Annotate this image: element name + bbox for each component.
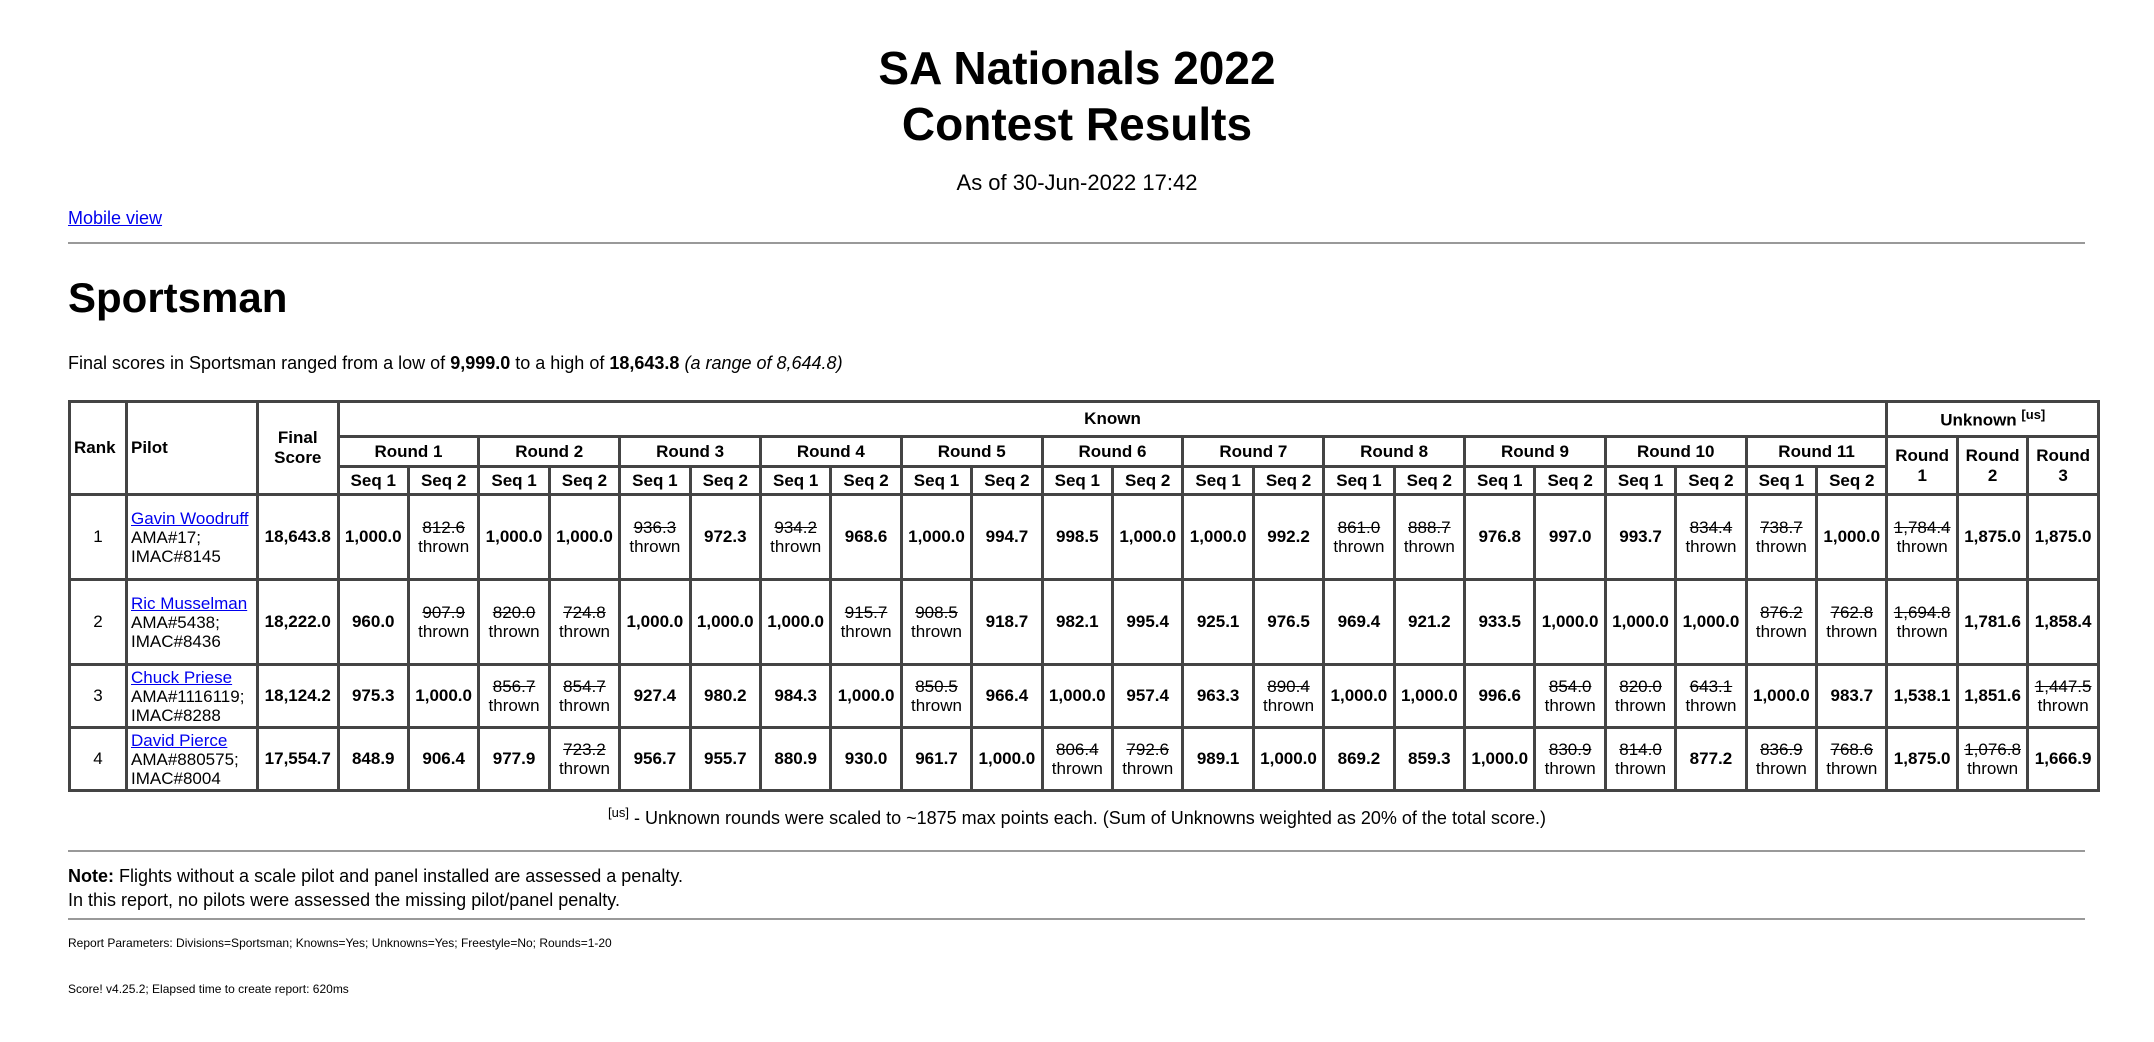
score-cell (1887, 495, 1957, 580)
report-parameters: Report Parameters: Divisions=Sportsman; Knowns=Yes; Unknowns=Yes; Freestyle=No; Rounds=1-20 (68, 936, 612, 950)
score-cell: 1,875.0 (1887, 728, 1957, 791)
score-cell: 1,000.0 (1535, 580, 1605, 665)
thrown-score (1399, 518, 1460, 556)
thrown-label: thrown (558, 622, 610, 641)
pilot-cell (127, 580, 258, 665)
thrown-label: thrown (1896, 622, 1948, 641)
pilot-cell (127, 665, 258, 728)
thrown-score (1680, 518, 1741, 556)
score-cell: 906.4 (408, 728, 478, 791)
score-cell: 1,000.0 (690, 580, 760, 665)
seq2-header: Seq 2 (1535, 467, 1605, 495)
score-cell: 1,000.0 (972, 728, 1042, 791)
score-cell (901, 580, 971, 665)
thrown-label: thrown (770, 537, 822, 556)
divider (68, 242, 2085, 244)
score-cell: 848.9 (338, 728, 408, 791)
thrown-value: 762.8 (1830, 603, 1874, 622)
thrown-value: 1,447.5 (2034, 677, 2092, 696)
score-cell: 1,000.0 (1183, 495, 1253, 580)
thrown-score (1821, 740, 1882, 778)
rank-cell: 4 (70, 728, 127, 791)
score-cell: 1,000.0 (338, 495, 408, 580)
seq1-header: Seq 1 (760, 467, 830, 495)
thrown-score (1751, 603, 1812, 641)
score-cell (1817, 580, 1887, 665)
score-cell (1605, 665, 1675, 728)
seq1-header: Seq 1 (1183, 467, 1253, 495)
thrown-value: 854.0 (1548, 677, 1592, 696)
score-cell: 1,000.0 (1113, 495, 1183, 580)
thrown-value: 915.7 (844, 603, 888, 622)
known-round-header: Round 2 (479, 437, 620, 467)
thrown-label: thrown (488, 622, 540, 641)
contest-title: SA Nationals 2022 Contest Results (878, 42, 1276, 150)
rank-cell: 3 (70, 665, 127, 728)
thrown-score (483, 603, 544, 641)
score-cell: 1,000.0 (620, 580, 690, 665)
seq2-header: Seq 2 (1817, 467, 1887, 495)
score-cell (2028, 665, 2099, 728)
thrown-label: thrown (2037, 696, 2089, 715)
score-cell (901, 665, 971, 728)
score-cell (1042, 728, 1112, 791)
thrown-score (1328, 518, 1389, 556)
thrown-score (1751, 518, 1812, 556)
mobile-view-link[interactable]: Mobile view (68, 208, 163, 228)
known-round-header: Round 3 (620, 437, 761, 467)
thrown-value: 890.4 (1267, 677, 1310, 696)
unknown-round-header: Round 2 (1957, 437, 2027, 495)
thrown-label: thrown (558, 759, 610, 778)
thrown-score (554, 677, 615, 715)
pilot-ids: AMA#17; IMAC#8145 (131, 527, 221, 566)
seq1-header: Seq 1 (1746, 467, 1816, 495)
thrown-score (1891, 603, 1952, 641)
seq2-header: Seq 2 (690, 467, 760, 495)
known-round-header: Round 1 (338, 437, 479, 467)
thrown-score (1610, 677, 1671, 715)
thrown-score (554, 740, 615, 778)
thrown-label: thrown (1685, 696, 1737, 715)
thrown-label: thrown (1826, 759, 1878, 778)
score-cell (1676, 495, 1746, 580)
thrown-value: 861.0 (1337, 518, 1381, 537)
known-header: Known (338, 402, 1887, 437)
thrown-value: 738.7 (1760, 518, 1803, 537)
score-cell: 930.0 (831, 728, 901, 791)
score-cell: 989.1 (1183, 728, 1253, 791)
thrown-score (765, 518, 826, 556)
score-cell (760, 495, 830, 580)
thrown-score (1751, 740, 1812, 778)
score-cell: 984.3 (760, 665, 830, 728)
thrown-value: 876.2 (1760, 603, 1803, 622)
seq1-header: Seq 1 (901, 467, 971, 495)
pilot-row (70, 580, 2099, 665)
score-cell: 1,000.0 (831, 665, 901, 728)
thrown-label: thrown (1896, 537, 1948, 556)
thrown-value: 836.9 (1760, 740, 1803, 759)
score-cell: 921.2 (1394, 580, 1464, 665)
pilot-cell (127, 728, 258, 791)
thrown-label: thrown (1615, 759, 1667, 778)
score-cell: 956.7 (620, 728, 690, 791)
thrown-label: thrown (1403, 537, 1455, 556)
thrown-score (413, 518, 474, 556)
thrown-score (1962, 740, 2023, 778)
thrown-score (1680, 677, 1741, 715)
score-cell (1113, 728, 1183, 791)
score-cell: 1,875.0 (2028, 495, 2099, 580)
seq2-header: Seq 2 (549, 467, 619, 495)
as-of-timestamp: As of 30-Jun-2022 17:42 (956, 170, 1198, 195)
thrown-value: 768.6 (1830, 740, 1874, 759)
score-cell: 1,538.1 (1887, 665, 1957, 728)
score-cell: 1,858.4 (2028, 580, 2099, 665)
pilot-cell (127, 495, 258, 580)
score-cell: 1,000.0 (1746, 665, 1816, 728)
final-score-cell: 18,222.0 (258, 580, 339, 665)
score-cell: 977.9 (479, 728, 549, 791)
thrown-score (1258, 677, 1319, 715)
score-cell (1817, 728, 1887, 791)
score-cell: 1,875.0 (1957, 495, 2027, 580)
thrown-label: thrown (1755, 759, 1807, 778)
score-cell (549, 728, 619, 791)
score-cell: 983.7 (1817, 665, 1887, 728)
score-cell: 1,000.0 (760, 580, 830, 665)
score-cell: 1,000.0 (1676, 580, 1746, 665)
score-cell: 969.4 (1324, 580, 1394, 665)
thrown-label: thrown (418, 622, 470, 641)
known-round-header: Round 6 (1042, 437, 1183, 467)
score-cell (1253, 665, 1323, 728)
thrown-label: thrown (488, 696, 540, 715)
final-score-cell: 17,554.7 (258, 728, 339, 791)
final-score-cell: 18,643.8 (258, 495, 339, 580)
score-cell: 963.3 (1183, 665, 1253, 728)
score-cell: 1,781.6 (1957, 580, 2027, 665)
thrown-label: thrown (1755, 622, 1807, 641)
thrown-value: 1,784.4 (1893, 518, 1951, 537)
score-cell: 859.3 (1394, 728, 1464, 791)
known-round-header: Round 9 (1465, 437, 1606, 467)
score-range-summary: Final scores in Sportsman ranged from a low of 9,999.0 to a high of 18,643.8 (a range of 8,644.8) (68, 353, 843, 373)
thrown-value: 1,076.8 (1964, 740, 2021, 759)
score-cell (1535, 665, 1605, 728)
score-cell: 880.9 (760, 728, 830, 791)
thrown-value: 724.8 (563, 603, 606, 622)
known-round-header: Round 7 (1183, 437, 1324, 467)
score-cell (549, 580, 619, 665)
thrown-value: 888.7 (1408, 518, 1451, 537)
thrown-value: 814.0 (1619, 740, 1662, 759)
score-cell (1605, 728, 1675, 791)
thrown-label: thrown (1755, 537, 1807, 556)
score-cell (1746, 495, 1816, 580)
score-cell: 1,000.0 (1465, 728, 1535, 791)
penalty-note: Note: Flights without a scale pilot and panel installed are assessed a penalty. In this report, no pilots were assessed the missing pilot/panel penalty. (68, 866, 684, 910)
unknown-header: Unknown [us] (1887, 402, 2099, 437)
pilot-name-link[interactable]: Ric Musselman (131, 593, 248, 613)
score-cell (620, 495, 690, 580)
pilot-name-link[interactable]: David Pierce (131, 730, 228, 750)
thrown-label: thrown (558, 696, 610, 715)
thrown-label: thrown (1544, 696, 1596, 715)
score-cell: 995.4 (1113, 580, 1183, 665)
final-score-header: Final Score (258, 402, 339, 495)
score-cell: 918.7 (972, 580, 1042, 665)
thrown-value: 907.9 (422, 603, 465, 622)
pilot-ids: AMA#5438; IMAC#8436 (131, 612, 221, 651)
score-cell (1957, 728, 2027, 791)
thrown-label: thrown (1826, 622, 1878, 641)
score-cell: 992.2 (1253, 495, 1323, 580)
thrown-value: 1,694.8 (1893, 603, 1951, 622)
thrown-value: 723.2 (563, 740, 606, 759)
score-cell (1746, 580, 1816, 665)
unknown-round-header: Round 3 (2028, 437, 2099, 495)
score-cell: 1,000.0 (1605, 580, 1675, 665)
seq2-header: Seq 2 (972, 467, 1042, 495)
score-cell: 933.5 (1465, 580, 1535, 665)
thrown-value: 834.4 (1689, 518, 1733, 537)
known-round-header: Round 8 (1324, 437, 1465, 467)
thrown-score (906, 603, 967, 641)
thrown-label: thrown (629, 537, 681, 556)
thrown-score (1610, 740, 1671, 778)
thrown-value: 854.7 (563, 677, 606, 696)
score-cell (549, 665, 619, 728)
thrown-value: 936.3 (633, 518, 677, 537)
thrown-label: thrown (910, 696, 962, 715)
thrown-score (483, 677, 544, 715)
score-cell (1887, 580, 1957, 665)
seq1-header: Seq 1 (1465, 467, 1535, 495)
score-cell: 997.0 (1535, 495, 1605, 580)
score-cell: 966.4 (972, 665, 1042, 728)
score-cell: 994.7 (972, 495, 1042, 580)
thrown-score (554, 603, 615, 641)
score-cell: 1,000.0 (1042, 665, 1112, 728)
seq1-header: Seq 1 (479, 467, 549, 495)
thrown-value: 850.5 (915, 677, 958, 696)
thrown-score (2032, 677, 2094, 715)
score-cell (831, 580, 901, 665)
seq2-header: Seq 2 (408, 467, 478, 495)
score-cell: 1,000.0 (1253, 728, 1323, 791)
score-cell: 1,000.0 (479, 495, 549, 580)
thrown-value: 643.1 (1689, 677, 1733, 696)
thrown-label: thrown (418, 537, 470, 556)
score-cell: 976.5 (1253, 580, 1323, 665)
rank-cell: 2 (70, 580, 127, 665)
score-cell: 877.2 (1676, 728, 1746, 791)
thrown-value: 812.6 (422, 518, 465, 537)
score-cell (479, 580, 549, 665)
thrown-value: 830.9 (1548, 740, 1592, 759)
thrown-value: 934.2 (774, 518, 817, 537)
score-cell: 925.1 (1183, 580, 1253, 665)
score-cell: 1,000.0 (1817, 495, 1887, 580)
score-cell: 1,000.0 (901, 495, 971, 580)
score-cell (1676, 665, 1746, 728)
results-table (68, 400, 2100, 792)
score-cell: 869.2 (1324, 728, 1394, 791)
pilot-row (70, 728, 2099, 791)
score-cell: 980.2 (690, 665, 760, 728)
division-heading: Sportsman (68, 274, 288, 321)
version-info: Score! v4.25.2; Elapsed time to create report: 620ms (68, 982, 349, 996)
score-cell: 968.6 (831, 495, 901, 580)
seq1-header: Seq 1 (1605, 467, 1675, 495)
thrown-label: thrown (1544, 759, 1596, 778)
pilot-ids: AMA#880575; IMAC#8004 (131, 749, 239, 788)
thrown-score (1047, 740, 1108, 778)
thrown-value: 806.4 (1056, 740, 1099, 759)
thrown-value: 792.6 (1126, 740, 1169, 759)
seq1-header: Seq 1 (1042, 467, 1112, 495)
score-cell (1535, 728, 1605, 791)
known-round-header: Round 10 (1605, 437, 1746, 467)
thrown-label: thrown (1967, 759, 2019, 778)
score-cell: 927.4 (620, 665, 690, 728)
unknown-footnote-ref: [us] (2021, 407, 2046, 423)
seq1-header: Seq 1 (1324, 467, 1394, 495)
thrown-label: thrown (1333, 537, 1385, 556)
thrown-score (906, 677, 967, 715)
thrown-label: thrown (840, 622, 892, 641)
pilot-header: Pilot (127, 402, 258, 495)
rank-header: Rank (70, 402, 127, 495)
seq2-header: Seq 2 (1394, 467, 1464, 495)
unknown-round-header: Round 1 (1887, 437, 1957, 495)
pilot-row (70, 665, 2099, 728)
thrown-score (624, 518, 685, 556)
header-row (70, 402, 2099, 437)
score-cell: 1,000.0 (1394, 665, 1464, 728)
score-cell: 1,666.9 (2028, 728, 2099, 791)
thrown-score (835, 603, 896, 641)
seq1-header: Seq 1 (338, 467, 408, 495)
score-cell: 1,000.0 (408, 665, 478, 728)
pilot-name-link[interactable]: Gavin Woodruff (131, 508, 249, 528)
score-cell (408, 580, 478, 665)
score-cell: 972.3 (690, 495, 760, 580)
thrown-value: 820.0 (1619, 677, 1662, 696)
seq2-header: Seq 2 (1676, 467, 1746, 495)
thrown-score (1539, 677, 1600, 715)
divider (68, 918, 2085, 920)
thrown-label: thrown (910, 622, 962, 641)
thrown-score (1821, 603, 1882, 641)
score-cell (1746, 728, 1816, 791)
seq1-header: Seq 1 (620, 467, 690, 495)
thrown-value: 908.5 (915, 603, 958, 622)
thrown-value: 856.7 (492, 677, 536, 696)
pilot-row (70, 495, 2099, 580)
thrown-label: thrown (1051, 759, 1103, 778)
unknown-footnote: [us] - Unknown rounds were scaled to ~1875 max points each. (Sum of Unknowns weighted as 20% of the total score.) (608, 805, 1546, 828)
thrown-score (413, 603, 474, 641)
score-cell: 961.7 (901, 728, 971, 791)
score-cell: 960.0 (338, 580, 408, 665)
thrown-score (1117, 740, 1178, 778)
score-cell (1324, 495, 1394, 580)
score-cell: 996.6 (1465, 665, 1535, 728)
thrown-label: thrown (1615, 696, 1667, 715)
score-cell: 1,851.6 (1957, 665, 2027, 728)
score-cell: 1,000.0 (549, 495, 619, 580)
thrown-label: thrown (1263, 696, 1315, 715)
score-cell (479, 665, 549, 728)
score-cell: 1,000.0 (1324, 665, 1394, 728)
score-cell: 993.7 (1605, 495, 1675, 580)
thrown-label: thrown (1685, 537, 1737, 556)
thrown-score (1891, 518, 1952, 556)
thrown-score (1539, 740, 1600, 778)
score-cell: 976.8 (1465, 495, 1535, 580)
score-cell: 975.3 (338, 665, 408, 728)
score-cell (408, 495, 478, 580)
thrown-label: thrown (1122, 759, 1174, 778)
known-round-header: Round 11 (1746, 437, 1887, 467)
final-score-cell: 18,124.2 (258, 665, 339, 728)
report-title-block (0, 40, 2154, 196)
score-cell (1394, 495, 1464, 580)
sequence-header-row (70, 467, 2099, 495)
score-cell: 998.5 (1042, 495, 1112, 580)
known-round-header: Round 5 (901, 437, 1042, 467)
pilot-name-link[interactable]: Chuck Priese (131, 667, 233, 687)
round-header-row (70, 437, 2099, 467)
score-cell: 982.1 (1042, 580, 1112, 665)
score-cell: 957.4 (1113, 665, 1183, 728)
thrown-value: 820.0 (492, 603, 536, 622)
pilot-ids: AMA#1116119; IMAC#8288 (131, 686, 245, 725)
seq2-header: Seq 2 (831, 467, 901, 495)
score-cell: 955.7 (690, 728, 760, 791)
rank-cell: 1 (70, 495, 127, 580)
seq2-header: Seq 2 (1253, 467, 1323, 495)
known-round-header: Round 4 (760, 437, 901, 467)
seq2-header: Seq 2 (1113, 467, 1183, 495)
divider (68, 850, 2085, 852)
